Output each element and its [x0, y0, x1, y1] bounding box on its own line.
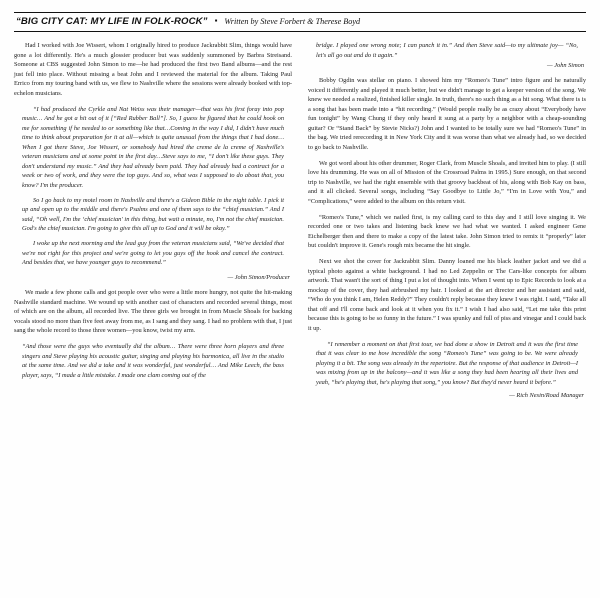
paragraph: So I go back to my motel room in Nashville and there's a Gideon Bible in the night table. I pick it up and open up to the middle and there's Psalms and one of them says to the “chief musician.” And I said, “Oh well, I'm the ‘chief musician' in this thing, but wait a minute, no, I'm not the chief musician. God's the chief musician. I'm going to give this all up to God and it will be okay.”	[22, 196, 284, 233]
blockquote-continued: “And those were the guys who eventually did the album… There were three horn players and three singers and Steve playing his acoustic guitar, singing and playing his harmonica, all live in the studio at the same time. And we did a take and it was wonderful, just wonderful… And Mike Leech, the bass player, says, “I made a little mistake. I made one clam coming out of the	[22, 343, 284, 379]
blockquote-continuation: bridge. I played one wrong note; I can punch it in.” And then Steve said—to my ultimate joy— “No, let's all go out and do it again.”	[316, 42, 578, 59]
quote-attribution: — Rich Nesin/Road Manager	[509, 392, 584, 399]
paragraph: Bobby Ogdin was stellar on piano. I showed him my “Romeo's Tune” intro figure and he naturally voiced it differently and played it much better, but we didn't manage to get a keeper version of the song. We knew we needed a realized, finished killer single. In truth, there's no such thing as a hit song. What there is is a song that has been made into a “hit recording.” (Would people really be as crazy about “Everybody have fun tonight” by Wang Chung if they only heard it sung at a party by a neighbor with a cheap-sounding guitar? Or “Stand Back” by Stevie Nicks?) John and I wanted to be totally sure we had “Romeo's Tune” in the bag. We tried rerecording it in New York City and it was worse than what we already had, so we decided to go back to Nashville.	[308, 77, 586, 151]
left-column	[14, 41, 292, 589]
paragraph: Next we shot the cover for Jackrabbit Slim. Danny loaned me his black leather jacket and we did a typical photo against a white background. I had no Led Zeppelin or The Cars-like concepts for album artwork. That wasn't the sort of thing I put a lot of thought into. When I went up to Epic Records to look at a mockup of the cover, they had airbrushed my hair. I looked at the art director and her assistant and said, “Who do you think I am, Helen Reddy?” They couldn't reply because they knew I was right. I said, “Take all that off and I'll come back and look at it when you fix it.” I wish I had also said, “Let me take this print because this is going to be so funny in the future.” I was spunky and full of piss and vinegar and I could back it up.	[308, 258, 586, 332]
two-column-body	[14, 41, 586, 589]
quote-attribution: — John Simon/Producer	[227, 274, 290, 282]
blockquote-john-simon	[14, 105, 292, 268]
paragraph: “I remember a moment on that first tour, we had done a show in Detroit and it was the first time that it was clear to me how incredible the song “Romeo's Tune” was going to be. We were already playing it a bit. The song was already in the repertoire. But the response of that audience in Detroit—I was mixing from up in the balcony—and it was like a song they had been hearing all their lives and yeah, “he's playing that, he's playing that song,” you know? But they'd never heard it before.”	[316, 340, 578, 386]
paragraph: “I had produced the Cyrkle and Nat Weiss was their manager—that was his first foray into pop music… And he got a hit out of it [“Red Rubber Ball”]. So, I guess he figured that he could hook on me for something if he needed to or something like that…Coming in the way I did, I didn't have much time to think about preparation for it at all—which is quite unusual from the things that I had done… When I got there Steve, Joe Wissert, or somebody had hired the creme de la creme of Nashville's veteran musicians and at some point in the first day…Steve says to me, “I don't like these guys. They don't understand my music.” And they had already been paid. They had already had a contract for a week or two of work, and they were the top guys. And so, what was I supposed to do about that, you know? I'm the producer.	[22, 105, 284, 189]
quote-attribution: — John Simon	[546, 62, 584, 70]
right-column	[308, 41, 586, 589]
header-separator-icon: ▪	[214, 16, 218, 25]
paragraph: I woke up the next morning and the lead guy from the veteran musicians said, “We've decided that we're not right for this project and we're going to let you guys off the hook and cancel the contract. And besides that, we have younger guys to recommend.”	[22, 240, 284, 267]
page-title: “BIG CITY CAT: MY LIFE IN FOLK-ROCK”	[16, 16, 208, 27]
page-header	[14, 12, 586, 32]
blockquote-rich-nesin	[308, 340, 586, 388]
paragraph: “Romeo's Tune,” which we nailed first, is my calling card to this day and I still love singing it. We recorded one or two takes and listening back knew we had what we wanted. I asked engineer Gene Eichelberger then and there to make a copy of the latest take. John Simon tried to remix it “properly” later but couldn't improve it. Gene's rough mix became the hit single.	[308, 213, 586, 250]
paragraph: We got word about his other drummer, Roger Clark, from Muscle Shoals, and invited him to play. (I still love his drumming. He was on all of Mission of the Crossroad Palms in 1995.) Sure enough, on that second trip to Nashville, we had the right ensemble with that groovy backbeat of his, along with Bob Kay on bass, and it all clicked. Several songs, including “Say Goodbye to Little Jo,” “I'm in Love with You,” and “Complications,” were added to the album on this return visit.	[308, 159, 586, 205]
paragraph: Had I worked with Joe Wissert, whom I originally hired to produce Jackrabbit Slim, things would have gone a lot differently. He's a much glossier producer but was suddenly summoned by Barbra Streisand. Someone at CBS suggested John Simon to me—he had produced the first two Band albums—and the rest just fell into place. Without missing a beat John and I reviewed the material for the album. Taking Paul Errico from my touring band with us, we flew to Nashville where the sessions were already booked with top-echelon musicians.	[14, 42, 292, 97]
paragraph: We made a few phone calls and got people over who were a little more hungry, not quite the hit-making Nashville standard machine. We wound up with another cast of characters and recorded several things, most of which are on the album, all recorded live. The three girls we brought in from Muscle Shoals for backing vocals stood no more than five feet away from me, as I sang and they sang. I had no problem with that, I just sang the whole record to those three women—you know, twist my arm.	[14, 289, 292, 335]
byline: Written by Steve Forbert & Therese Boyd	[224, 17, 361, 26]
